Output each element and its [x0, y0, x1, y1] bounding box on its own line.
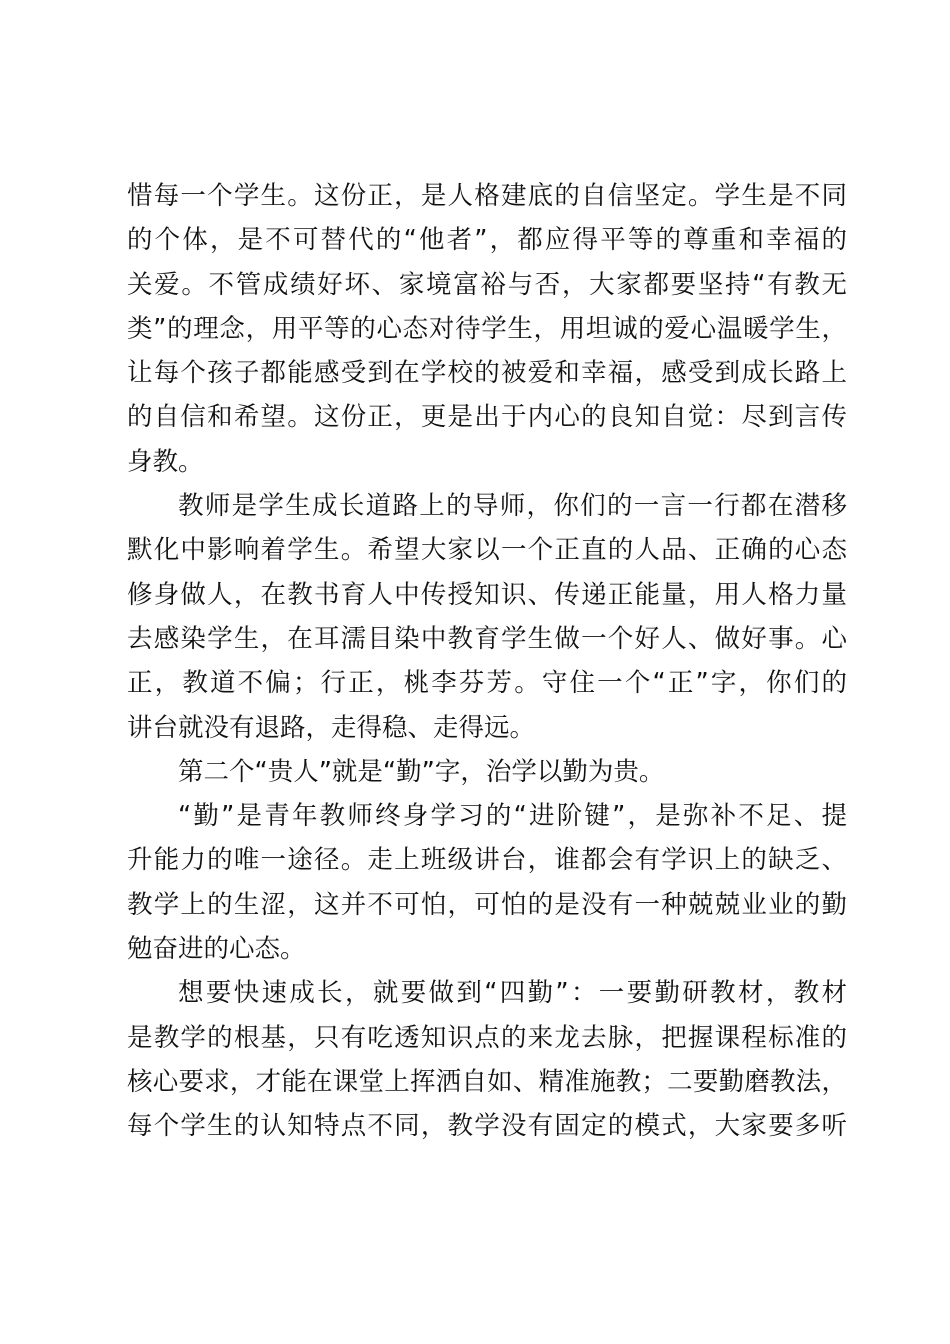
paragraph-first-line: 第二个“贵人”就是“勤”字，治学以勤为贵。: [178, 756, 665, 787]
text-line: 惜每一个学生。这份正，是人格建底的自信坚定。学生是不同: [127, 181, 847, 211]
text-line: 类”的理念，用平等的心态对待学生，用坦诚的爱心温暖学生，: [127, 313, 847, 344]
text-line: 升能力的唯一途径。走上班级讲台，谁都会有学识上的缺乏、: [127, 845, 847, 876]
paragraph-first-line: 教师是学生成长道路上的导师，你们的一言一行都在潜移: [178, 491, 847, 522]
text-line: 身教。: [127, 446, 204, 477]
text-line: 每个学生的认知特点不同，教学没有固定的模式，大家要多听: [127, 1111, 847, 1142]
text-line: 的个体，是不可替代的“他者”，都应得平等的尊重和幸福的: [127, 225, 847, 256]
paragraph-first-line: 想要快速成长，就要做到“四勤”：一要勤研教材，教材: [178, 978, 847, 1009]
text-line: 修身做人，在教书育人中传授知识、传递正能量，用人格力量: [127, 579, 847, 610]
text-line: 核心要求，才能在课堂上挥洒自如、精准施教；二要勤磨教法，: [127, 1066, 847, 1097]
text-line: 是教学的根基，只有吃透知识点的来龙去脉，把握课程标准的: [127, 1022, 847, 1053]
text-line: 默化中影响着学生。希望大家以一个正直的人品、正确的心态: [127, 535, 847, 566]
paragraph-first-line: “勤”是青年教师终身学习的“进阶键”，是弥补不足、提: [178, 801, 847, 832]
text-line: 去感染学生，在耳濡目染中教育学生做一个好人、做好事。心: [127, 623, 847, 654]
text-line: 教学上的生涩，这并不可怕，可怕的是没有一种兢兢业业的勤: [127, 889, 847, 920]
text-line: 的自信和希望。这份正，更是出于内心的良知自觉：尽到言传: [127, 402, 847, 433]
text-line: 勉奋进的心态。: [127, 934, 306, 965]
document-body: [127, 174, 847, 1149]
text-line: 关爱。不管成绩好坏、家境富裕与否，大家都要坚持“有教无: [127, 269, 847, 300]
text-line: 正，教道不偏；行正，桃李芬芳。守住一个“正”字，你们的: [127, 668, 847, 699]
text-line: 讲台就没有退路，走得稳、走得远。: [127, 712, 536, 743]
text-line: 让每个孩子都能感受到在学校的被爱和幸福，感受到成长路上: [127, 358, 847, 389]
